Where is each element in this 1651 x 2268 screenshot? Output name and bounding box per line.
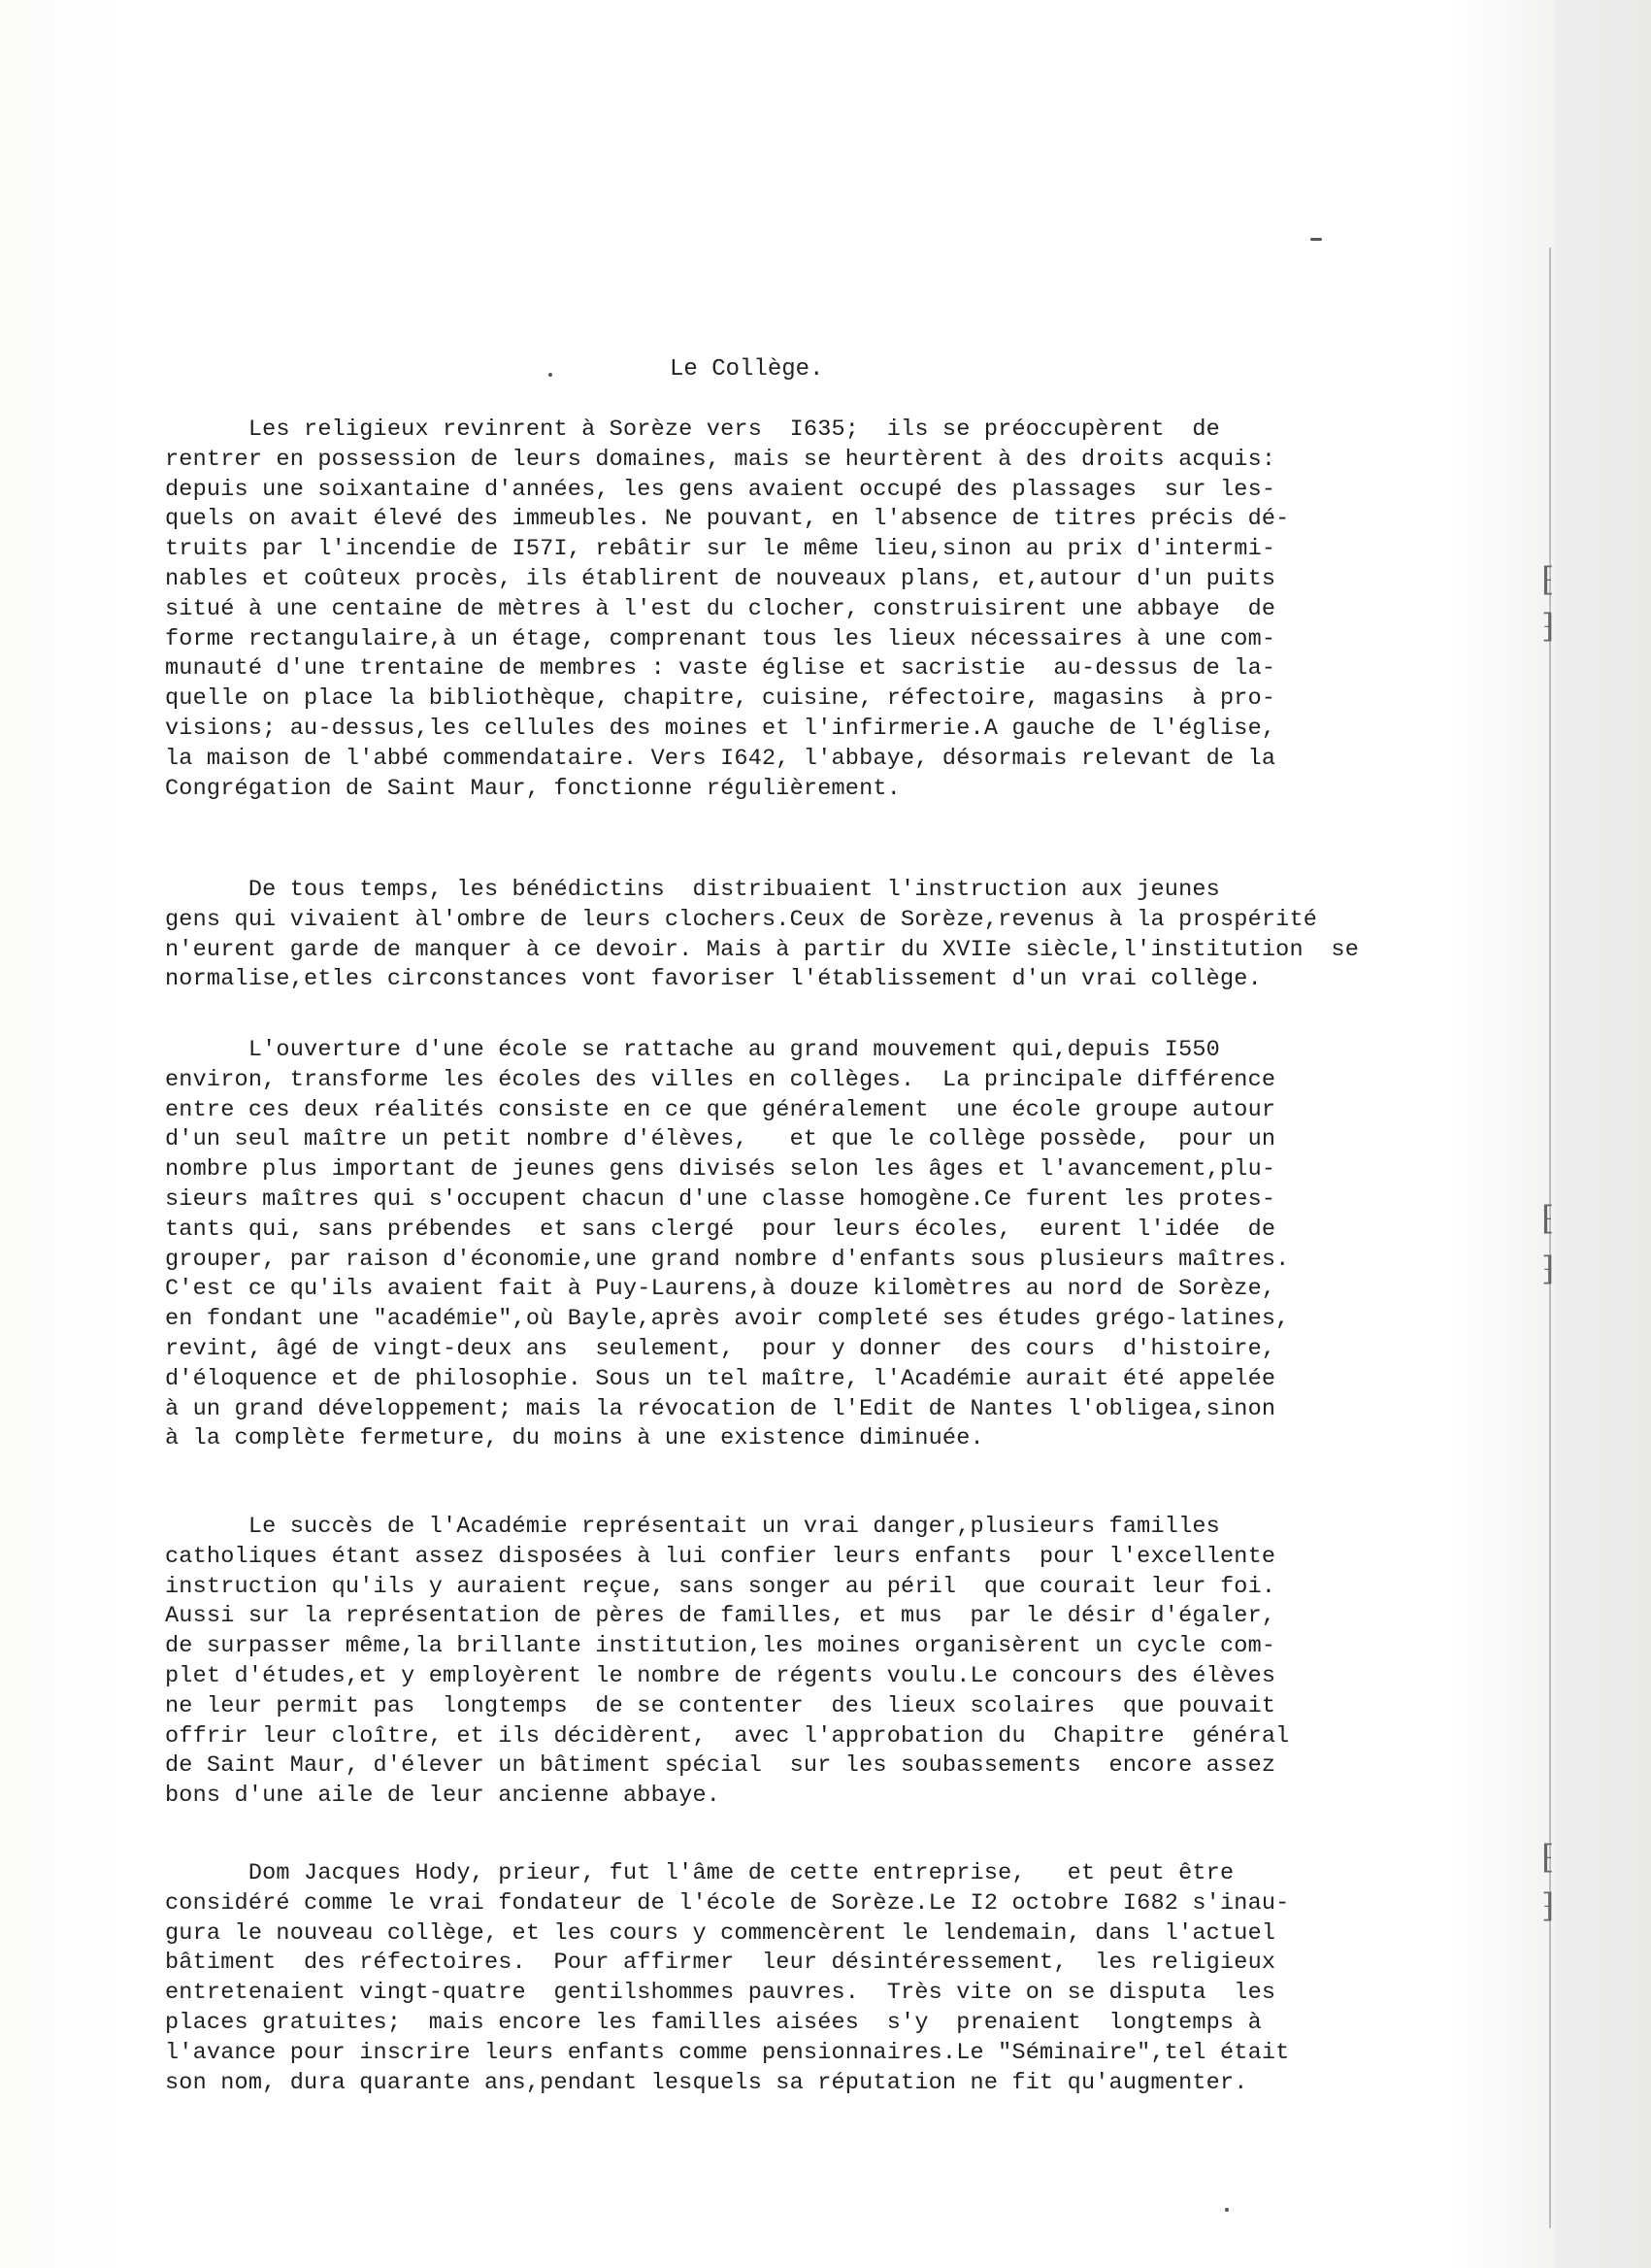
- text-line: l'avance pour inscrire leurs enfants comme pensionnaires.Le "Séminaire",tel était: [165, 2039, 1290, 2066]
- text-line: forme rectangulaire,à un étage, comprenant tous les lieux nécessaires à une com-: [165, 625, 1276, 652]
- document-title: Le Collège.: [670, 356, 824, 383]
- binding-mark-3: ⁅: [1541, 1199, 1555, 1238]
- text-line: De tous temps, les bénédictins distribuaient l'instruction aux jeunes: [165, 877, 1220, 903]
- text-line: normalise,etles circonstances vont favoriser l'établissement d'un vrai collège.: [165, 966, 1262, 993]
- text-line: considéré comme le vrai fondateur de l'école de Sorèze.Le I2 octobre I682 s'inau-: [165, 1889, 1290, 1917]
- text-line: nables et coûteux procès, ils établirent de nouveaux plans, et,autour d'un puits: [165, 565, 1276, 592]
- text-line: ne leur permit pas longtemps de se contenter des lieux scolaires que pouvait: [165, 1692, 1276, 1719]
- text-line: entre ces deux réalités consiste en ce que généralement une école groupe autour: [165, 1096, 1276, 1123]
- text-line: d'un seul maître un petit nombre d'élèves, et que le collège possède, pour un: [165, 1126, 1276, 1153]
- text-line: bons d'une aile de leur ancienne abbaye.: [165, 1783, 721, 1810]
- text-line: Aussi sur la représentation de pères de familles, et mus par le désir d'égaler,: [165, 1603, 1276, 1630]
- text-line: places gratuites; mais encore les familles aisées s'y prenaient longtemps à: [165, 2009, 1262, 2036]
- text-line: revint, âgé de vingt-deux ans seulement, pour y donner des cours d'histoire,: [165, 1335, 1276, 1362]
- scan-speck: [548, 373, 552, 377]
- text-line: truits par l'incendie de I57I, rebâtir sur le même lieu,sinon au prix d'intermi-: [165, 536, 1276, 563]
- page-edge-line: [1549, 248, 1551, 2228]
- text-line: Dom Jacques Hody, prieur, fut l'âme de cette entreprise, et peut être: [165, 1860, 1235, 1886]
- text-line: munauté d'une trentaine de membres : vaste église et sacristie au-dessus de la-: [165, 655, 1276, 683]
- binding-mark-5: ⁅: [1541, 1838, 1555, 1877]
- text-line: offrir leur cloître, et ils décidèrent, avec l'approbation du Chapitre général: [165, 1722, 1290, 1750]
- binding-mark-4: ⁆: [1541, 1250, 1555, 1288]
- text-line: la maison de l'abbé commendataire. Vers I642, l'abbaye, désormais relevant de la: [165, 745, 1276, 772]
- text-line: en fondant une "académie",où Bayle,après avoir completé ses études grégo-latines,: [165, 1306, 1290, 1333]
- text-line: grouper, par raison d'économie,une grand nombre d'enfants sous plusieurs maîtres.: [165, 1246, 1290, 1273]
- text-line: à un grand développement; mais la révocation de l'Edit de Nantes l'obligea,sinon: [165, 1395, 1276, 1422]
- text-line: Les religieux revinrent à Sorèze vers I635; ils se préoccupèrent de: [165, 417, 1220, 443]
- text-line: entretenaient vingt-quatre gentilshommes pauvres. Très vite on se disputa les: [165, 1980, 1276, 2007]
- text-line: C'est ce qu'ils avaient fait à Puy-Laurens,à douze kilomètres au nord de Sorèze,: [165, 1276, 1276, 1303]
- binding-mark-1: ⁅: [1541, 560, 1555, 599]
- text-line: quels on avait élevé des immeubles. Ne pouvant, en l'absence de titres précis dé-: [165, 506, 1290, 533]
- text-line: sieurs maîtres qui s'occupent chacun d'une classe homogène.Ce furent les protes-: [165, 1185, 1276, 1213]
- text-line: instruction qu'ils y auraient reçue, sans songer au péril que courait leur foi.: [165, 1573, 1276, 1600]
- binding-mark-2: ⁆: [1541, 607, 1555, 646]
- page-edge-shadow: [1555, 0, 1651, 2268]
- text-line: quelle on place la bibliothèque, chapitre, cuisine, réfectoire, magasins à pro-: [165, 685, 1276, 713]
- text-line: situé à une centaine de mètres à l'est du clocher, construisirent une abbaye de: [165, 595, 1276, 622]
- paragraph-5: [165, 1859, 1290, 2098]
- scan-speck: [1310, 238, 1322, 241]
- binding-mark-6: ⁆: [1541, 1886, 1555, 1925]
- text-line: de Saint Maur, d'élever un bâtiment spécial sur les soubassements encore assez: [165, 1752, 1276, 1780]
- text-line: catholiques étant assez disposées à lui confier leurs enfants pour l'excellente: [165, 1543, 1276, 1570]
- text-line: bâtiment des réfectoires. Pour affirmer leur désintéressement, les religieux: [165, 1950, 1276, 1977]
- text-line: nombre plus important de jeunes gens divisés selon les âges et l'avancement,plu-: [165, 1156, 1276, 1184]
- paragraph-4: [165, 1513, 1290, 1812]
- text-line: plet d'études,et y employèrent le nombre de régents voulu.Le concours des élèves: [165, 1662, 1276, 1689]
- text-line: environ, transforme les écoles des villes en collèges. La principale différence: [165, 1066, 1276, 1093]
- text-line: Le succès de l'Académie représentait un vrai danger,plusieurs familles: [165, 1514, 1220, 1540]
- text-line: son nom, dura quarante ans,pendant lesquels sa réputation ne fit qu'augmenter.: [165, 2069, 1248, 2096]
- text-line: de surpasser même,la brillante institution,les moines organisèrent un cycle com-: [165, 1633, 1276, 1660]
- text-line: depuis une soixantaine d'années, les gens avaient occupé des plassages sur les-: [165, 476, 1276, 503]
- text-line: tants qui, sans prébendes et sans clergé pour leurs écoles, eurent l'idée de: [165, 1216, 1276, 1243]
- text-line: à la complète fermeture, du moins à une existence diminuée.: [165, 1425, 984, 1452]
- paragraph-2: [165, 876, 1359, 995]
- scan-speck: [1225, 2208, 1229, 2212]
- text-line: visions; au-dessus,les cellules des moines et l'infirmerie.A gauche de l'église,: [165, 715, 1276, 742]
- paragraph-1: [165, 416, 1290, 804]
- text-line: Congrégation de Saint Maur, fonctionne régulièrement.: [165, 775, 902, 802]
- text-line: n'eurent garde de manquer à ce devoir. Mais à partir du XVIIe siècle,l'institution se: [165, 936, 1359, 963]
- text-line: L'ouverture d'une école se rattache au grand mouvement qui,depuis I550: [165, 1037, 1220, 1063]
- paragraph-3: [165, 1036, 1290, 1454]
- text-line: gens qui vivaient àl'ombre de leurs clochers.Ceux de Sorèze,revenus à la prospérité: [165, 906, 1318, 933]
- text-line: rentrer en possession de leurs domaines, mais se heurtèrent à des droits acquis:: [165, 446, 1276, 473]
- text-line: gura le nouveau collège, et les cours y commencèrent le lendemain, dans l'actuel: [165, 1919, 1276, 1947]
- text-line: d'éloquence et de philosophie. Sous un tel maître, l'Académie aurait été appelée: [165, 1365, 1276, 1392]
